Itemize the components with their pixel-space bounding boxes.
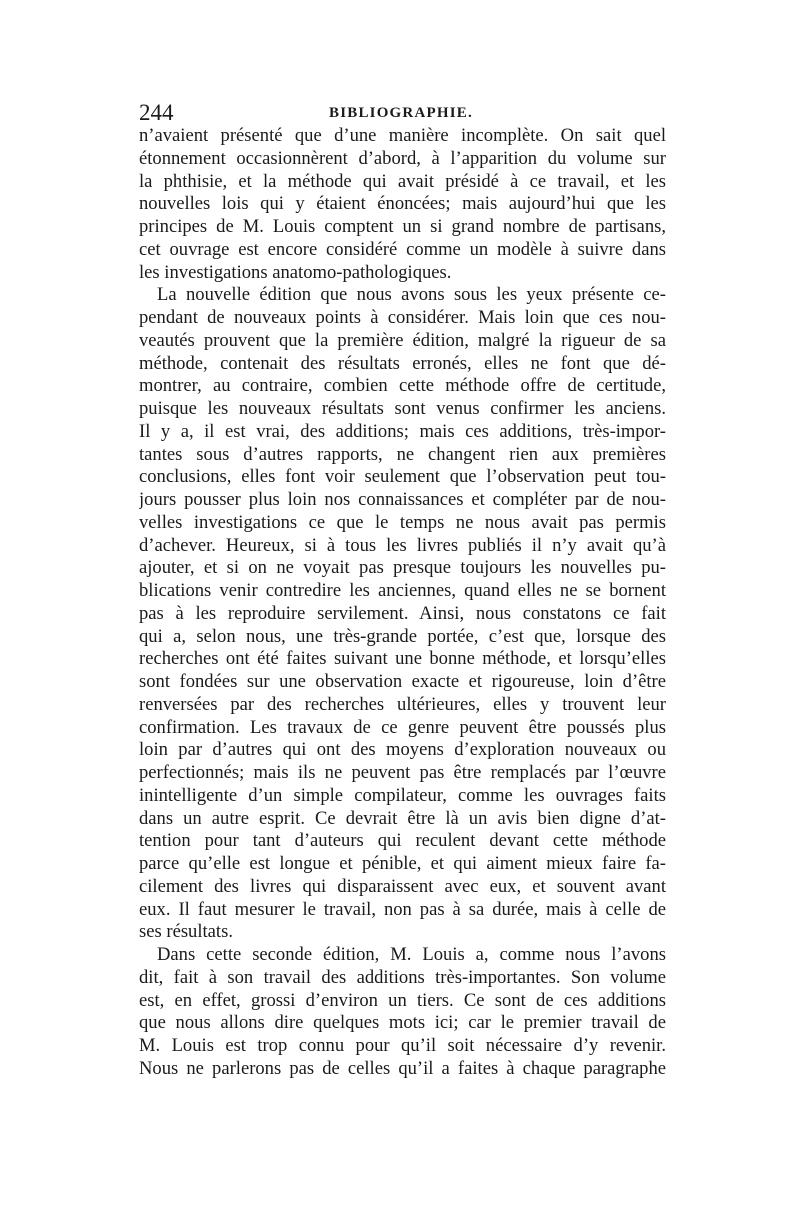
text-line: cilement des livres qui disparaissent avec eux, et souvent avant (139, 875, 666, 897)
text-line: conclusions, elles font voir seulement que l’observation peut tou- (139, 466, 666, 488)
text-line: renversées par des recherches ultérieures, elles y trouvent leur (139, 693, 666, 715)
text-line: étonnement occasionnèrent d’abord, à l’apparition du volume sur (139, 147, 666, 169)
text-line: tantes sous d’autres rapports, ne changent rien aux premières (139, 443, 666, 465)
text-line: Nous ne parlerons pas de celles qu’il a faites à chaque paragraphe (139, 1057, 666, 1079)
text-line: veautés prouvent que la première édition, malgré la rigueur de sa (139, 329, 666, 351)
text-line: dans un autre esprit. Ce devrait être là un avis bien digne d’at- (139, 807, 666, 829)
text-line: Il y a, il est vrai, des additions; mais ces additions, très-impor- (139, 420, 666, 442)
text-line: principes de M. Louis comptent un si grand nombre de partisans, (139, 216, 666, 237)
text-line: ses résultats. (139, 921, 233, 943)
page-header (139, 98, 666, 128)
text-line: n’avaient présenté que d’une manière incomplète. On sait quel (139, 125, 666, 146)
text-line: recherches ont été faites suivant une bonne méthode, et lorsqu’elles (139, 648, 666, 670)
text-line: que nous allons dire quelques mots ici; car le premier travail de (139, 1012, 666, 1034)
text-line: M. Louis est trop connu pour qu’il soit nécessaire d’y revenir. (139, 1035, 666, 1056)
text-line: tention pour tant d’auteurs qui reculent devant cette méthode (139, 830, 666, 852)
paragraph (139, 944, 666, 1081)
text-line: méthode, contenait des résultats erronés, elles ne font que dé- (139, 352, 666, 374)
text-line: velles investigations ce que le temps ne nous avait pas permis (139, 511, 666, 533)
text-line: confirmation. Les travaux de ce genre peuvent être poussés plus (139, 716, 666, 738)
text-line: loin par d’autres qui ont des moyens d’exploration nouveaux ou (139, 739, 666, 761)
text-line: perfectionnés; mais ils ne peuvent pas être remplacés par l’œuvre (139, 762, 666, 783)
paragraph (139, 284, 666, 944)
text-line: cet ouvrage est encore considéré comme un modèle à suivre dans (139, 238, 666, 260)
text-line: Dans cette seconde édition, M. Louis a, comme nous l’avons (157, 944, 666, 965)
running-head: BIBLIOGRAPHIE. (329, 105, 473, 121)
text-line: sont fondées sur une observation exacte et rigoureuse, loin d’être (139, 671, 666, 692)
text-line: la phthisie, et la méthode qui avait présidé à ce travail, et les (139, 170, 666, 192)
text-line: La nouvelle édition que nous avons sous les yeux présente ce- (157, 284, 666, 306)
text-line: puisque les nouveaux résultats sont venus confirmer les anciens. (139, 398, 666, 419)
text-line: blications venir contredire les anciennes, quand elles ne se bornent (139, 580, 666, 601)
text-line: qui a, selon nous, une très-grande portée, c’est que, lorsque des (139, 625, 666, 647)
text-line: eux. Il faut mesurer le travail, non pas à sa durée, mais à celle de (139, 898, 666, 920)
body-text (139, 125, 666, 1081)
text-line: inintelligente d’un simple compilateur, comme les ouvrages faits (139, 784, 666, 806)
text-line: ajouter, et si on ne voyait pas presque toujours les nouvelles pu- (139, 557, 666, 579)
text-line: nouvelles lois qui y étaient énoncées; mais aujourd’hui que les (139, 193, 666, 215)
text-line: dit, fait à son travail des additions très-importantes. Son volume (139, 966, 666, 988)
text-line: pendant de nouveaux points à considérer. Mais loin que ces nou- (139, 307, 666, 328)
text-line: parce qu’elle est longue et pénible, et qui aiment mieux faire fa- (139, 853, 666, 874)
text-line: montrer, au contraire, combien cette méthode offre de certitude, (139, 375, 666, 397)
paragraph (139, 125, 666, 284)
page-number: 244 (139, 100, 174, 125)
text-line: jours pousser plus loin nos connaissances et compléter par de nou- (139, 489, 666, 510)
text-line: les investigations anatomo-pathologiques. (139, 261, 452, 283)
text-line: d’achever. Heureux, si à tous les livres publiés il n’y avait qu’à (139, 534, 666, 556)
text-line: pas à les reproduire servilement. Ainsi, nous constatons ce fait (139, 602, 666, 624)
text-line: est, en effet, grossi d’environ un tiers. Ce sont de ces additions (139, 989, 666, 1011)
